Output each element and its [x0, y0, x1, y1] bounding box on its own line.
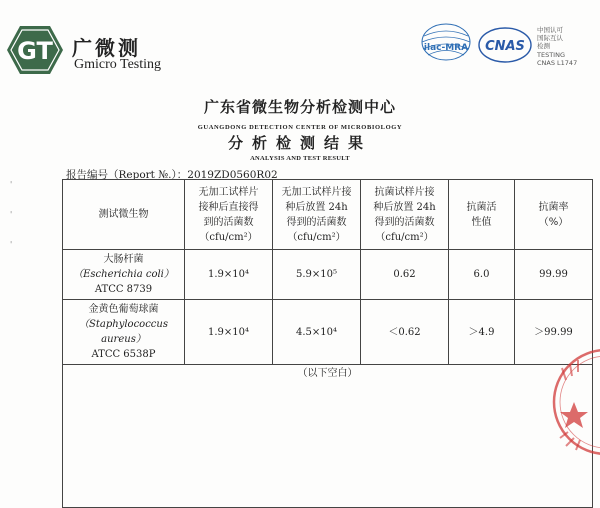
- header-treated-24h-count: 抗菌试样片接 种后放置 24h 得到的活菌数 （cfu/cm²）: [361, 180, 449, 250]
- logo-chinese-name: 广微测: [72, 36, 141, 60]
- activity-cell: ＞4.9: [449, 300, 515, 365]
- report-number-value: 2019ZD0560R02: [187, 169, 278, 181]
- rate-cell: 99.99: [515, 250, 593, 300]
- table-blank-row: [63, 365, 593, 508]
- gmicro-logo-icon: [6, 24, 64, 76]
- treated-24h-cell: ＜0.62: [361, 300, 449, 365]
- control-24h-cell: 4.5×10⁴: [273, 300, 361, 365]
- center-title-cn: 广东省微生物分析检测中心: [203, 98, 396, 116]
- header-antibacterial-rate: 抗菌率 （%）: [515, 180, 593, 250]
- table-header-row: [63, 180, 593, 250]
- activity-cell: 6.0: [449, 250, 515, 300]
- microorganism-cell: 大肠杆菌 （Escherichia coli） ATCC 8739: [63, 250, 185, 300]
- svg-text:CNAS: CNAS: [485, 39, 525, 54]
- initial-count-cell: 1.9×10⁴: [185, 250, 273, 300]
- table-row: [63, 250, 593, 300]
- initial-count-cell: 1.9×10⁴: [185, 300, 273, 365]
- cnas-icon: [478, 26, 532, 64]
- result-title-en: ANALYSIS AND TEST RESULT: [250, 155, 350, 162]
- treated-24h-cell: 0.62: [361, 250, 449, 300]
- control-24h-cell: 5.9×10⁵: [273, 250, 361, 300]
- rate-cell: ＞99.99: [515, 300, 593, 365]
- header-control-24h-count: 无加工试样片接 种后放置 24h 得到的活菌数 （cfu/cm²）: [273, 180, 361, 250]
- result-title-cn: 分析检测结果: [227, 134, 372, 152]
- report-number-label: 报告编号（Report №.）：: [66, 169, 188, 181]
- cnas-accreditation-text: 中国认可 国际互认 检测 TESTING CNAS L1747: [537, 26, 578, 67]
- ilac-mra-icon: [414, 22, 478, 68]
- svg-text:GT: GT: [17, 37, 53, 65]
- blank-note: （以下空白）: [63, 365, 593, 508]
- microorganism-cell: 金黄色葡萄球菌 （Staphylococcus aureus） ATCC 6538P: [63, 300, 185, 365]
- table-row: [63, 300, 593, 365]
- header-initial-count: 无加工试样片 接种后直接得 到的活菌数 （cfu/cm²）: [185, 180, 273, 250]
- results-table: [62, 179, 593, 508]
- margin-marks: ' ' ': [10, 180, 13, 249]
- header-microorganism: 测试微生物: [63, 180, 185, 250]
- logo-english-name: Gmicro Testing: [74, 57, 162, 72]
- header-antibacterial-activity: 抗菌活 性值: [449, 180, 515, 250]
- center-title-en: GUANGDONG DETECTION CENTER OF MICROBIOLOGY: [197, 124, 403, 131]
- svg-text:ilac-MRA: ilac-MRA: [423, 43, 469, 53]
- inspection-seal-icon: [544, 340, 600, 460]
